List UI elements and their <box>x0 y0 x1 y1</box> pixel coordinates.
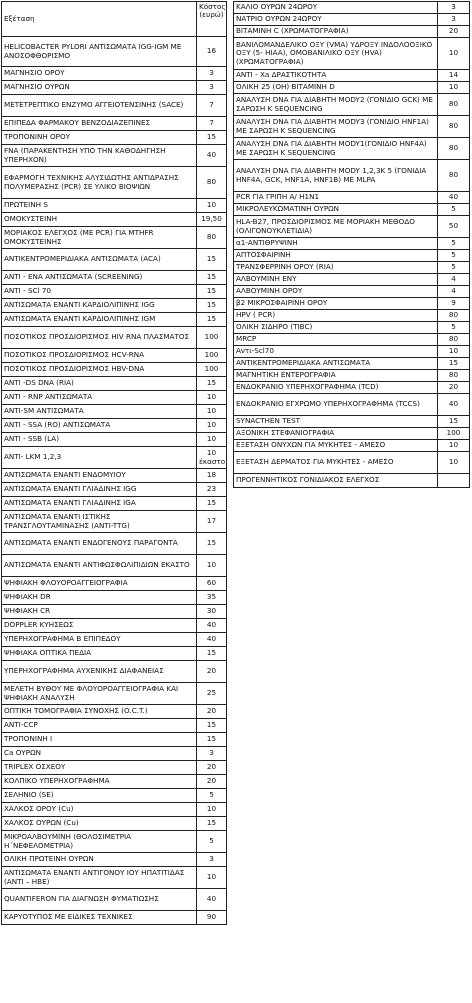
exam-cost-cell: 5 <box>438 238 470 250</box>
table-header-row <box>2 2 227 37</box>
exam-name-cell: ΚΑΛΙΟ ΟΥΡΩΝ 24ΩΡΟΥ <box>234 2 438 14</box>
table-row <box>2 249 227 271</box>
table-row <box>234 322 470 334</box>
table-row <box>234 94 470 116</box>
exam-cost-cell: 10 <box>438 346 470 358</box>
table-row <box>2 363 227 377</box>
table-row <box>2 889 227 911</box>
exam-name-cell: ΑΝΤΙΣΩΜΑΤΑ ΕΝΑΝΤΙ ΚΑΡΔΙΟΛΙΠΙΝΗΣ IGM <box>2 313 197 327</box>
table-row <box>234 416 470 428</box>
exam-cost-cell: 15 <box>197 647 227 661</box>
exam-cost-cell: 100 <box>197 363 227 377</box>
exam-cost-cell: 17 <box>197 511 227 533</box>
exam-cost-cell: 15 <box>438 358 470 370</box>
exam-cost-cell: 40 <box>197 145 227 167</box>
table-row <box>234 358 470 370</box>
exam-name-cell: ANTI- LKM 1,2,3 <box>2 447 197 469</box>
table-row <box>234 192 470 204</box>
exam-name-cell: ΕΞΕΤΑΣΗ ΔΕΡΜΑΤΟΣ ΓΙΑ ΜΥΚΗΤΕΣ - ΑΜΕΣΟ <box>234 452 438 474</box>
exam-cost-cell: 10 έκαστο <box>197 447 227 469</box>
table-row <box>2 299 227 313</box>
exam-cost-cell: 15 <box>197 377 227 391</box>
exam-cost-cell: 20 <box>197 775 227 789</box>
exam-name-cell: ΤΡΟΠΟΝΙΝΗ ΟΡΟΥ <box>2 131 197 145</box>
table-row <box>2 775 227 789</box>
exam-cost-cell: 4 <box>438 286 470 298</box>
table-row <box>2 349 227 363</box>
exam-cost-cell <box>438 474 470 488</box>
exam-cost-cell: 3 <box>197 81 227 95</box>
table-row <box>2 789 227 803</box>
exam-cost-cell: 40 <box>438 192 470 204</box>
table-row <box>2 555 227 577</box>
exam-cost-cell: 10 <box>197 867 227 889</box>
exam-cost-cell: 3 <box>197 747 227 761</box>
exam-name-cell: ANTI - SSB (LA) <box>2 433 197 447</box>
right-price-table <box>233 1 470 488</box>
exam-cost-cell: 9 <box>438 298 470 310</box>
table-row <box>2 469 227 483</box>
table-row <box>2 605 227 619</box>
table-row <box>2 377 227 391</box>
exam-name-cell: FNA (ΠΑΡΑΚΕΝΤΗΣΗ ΥΠΟ ΤΗΝ ΚΑΘΟΔΗΓΗΣΗ ΥΠΕΡΗΧΟΝ) <box>2 145 197 167</box>
exam-name-cell: QUANTIFERON ΓΙΑ ΔΙΑΓΝΩΣΗ ΦΥΜΑΤΙΩΣΗΣ <box>2 889 197 911</box>
table-row <box>2 145 227 167</box>
exam-cost-cell: 80 <box>438 334 470 346</box>
table-row <box>234 70 470 82</box>
table-row <box>234 452 470 474</box>
exam-cost-cell: 90 <box>197 911 227 925</box>
exam-cost-cell: 15 <box>197 131 227 145</box>
exam-name-cell: α1-ΑΝΤΙΘΡΥΨΙΝΗ <box>234 238 438 250</box>
table-row <box>2 271 227 285</box>
exam-name-cell: ΜΕΤΕΤΡΕΠΤΙΚΟ ΕΝΖΥΜΟ ΑΓΓΕΙΟΤΕΝΣΙΝΗΣ (SACE) <box>2 95 197 117</box>
exam-cost-cell: 3 <box>438 14 470 26</box>
exam-name-cell: ANTI-CCP <box>2 719 197 733</box>
table-row <box>2 683 227 705</box>
exam-cost-cell: 15 <box>197 285 227 299</box>
exam-name-cell: MRCP <box>234 334 438 346</box>
exam-cost-cell: 3 <box>438 2 470 14</box>
exam-column-header: Εξέταση <box>2 2 197 37</box>
exam-cost-cell: 80 <box>438 160 470 192</box>
table-row <box>2 817 227 831</box>
exam-name-cell: ΠΟΣΟΤΙΚΟΣ ΠΡΟΣΔΙΟΡΙΣΜΟΣ HBV-DNA <box>2 363 197 377</box>
exam-name-cell: ΟΠΤΙΚΗ ΤΟΜΟΓΡΑΦΙΑ ΣΥΝΟΧΗΣ (O.C.T.) <box>2 705 197 719</box>
exam-cost-cell: 19,50 <box>197 213 227 227</box>
table-row <box>234 26 470 38</box>
exam-name-cell: ΟΛΙΚΗ ΣΙΔΗΡΟ (TIBC) <box>234 322 438 334</box>
exam-name-cell: ΚΟΛΠΙΚΟ ΥΠΕΡΗΧΟΓΡΑΦΗΜΑ <box>2 775 197 789</box>
table-row <box>2 911 227 925</box>
exam-name-cell: ANTI - SSA (RO) ΑΝΤΙΣΩΜΑΤΑ <box>2 419 197 433</box>
exam-name-cell: ΒΑΝΙΛΟΜΑΝΔΕΛΙΚΟ ΟΞΥ (VMA) ΥΔΡΟΞΥ ΙΝΔΟΛΟΟΞΙΚΟ ΟΞΥ (5- HIAA), ΟΜΟΒΑΝΙΛΙΚΟ ΟΞΥ (HVA) (ΧΡΩΜΑΤΟΓΡΑΦΙΑ) <box>234 38 438 70</box>
exam-name-cell: ΟΛΙΚΗ 25 (OH) ΒΙΤΑΜΙΝΗ D <box>234 82 438 94</box>
exam-name-cell: HLA-B27, ΠΡΟΣΔΙΟΡΙΣΜΟΣ ΜΕ ΜΟΡΙΑΚΗ ΜΕΘΟΔΟ (ΟΛΙΓΟΝΟΥΚΛΕΤΙΔΙΑ) <box>234 216 438 238</box>
exam-cost-cell: 10 <box>197 405 227 419</box>
right-table-body <box>234 2 470 488</box>
exam-name-cell: ANTI - Xa ΔΡΑΣΤΙΚΟΤΗΤΑ <box>234 70 438 82</box>
exam-name-cell: Ca ΟΥΡΩΝ <box>2 747 197 761</box>
exam-name-cell: Αντι-Scl70 <box>234 346 438 358</box>
table-row <box>2 633 227 647</box>
exam-cost-cell: 10 <box>197 199 227 213</box>
exam-cost-cell: 10 <box>438 82 470 94</box>
table-row <box>234 216 470 238</box>
table-row <box>234 238 470 250</box>
table-row <box>2 705 227 719</box>
exam-name-cell: ANTI -DS DNA (RIA) <box>2 377 197 391</box>
table-row <box>2 747 227 761</box>
exam-cost-cell: 20 <box>197 761 227 775</box>
table-row <box>234 274 470 286</box>
table-row <box>2 117 227 131</box>
exam-cost-cell: 7 <box>197 117 227 131</box>
table-row <box>2 533 227 555</box>
exam-cost-cell: 5 <box>438 250 470 262</box>
table-row <box>234 440 470 452</box>
table-row <box>234 38 470 70</box>
table-row <box>2 419 227 433</box>
table-row <box>234 298 470 310</box>
exam-name-cell: ANTI - ΕΝΑ ΑΝΤΙΣΩΜΑΤΑ (SCREENING) <box>2 271 197 285</box>
exam-cost-cell: 5 <box>438 322 470 334</box>
table-row <box>234 262 470 274</box>
exam-name-cell: ΨΗΦΙΑΚΗ DR <box>2 591 197 605</box>
table-row <box>2 577 227 591</box>
exam-name-cell: ΟΛΙΚΗ ΠΡΩΤΕΙΝΗ ΟΥΡΩΝ <box>2 853 197 867</box>
table-row <box>2 131 227 145</box>
exam-name-cell: HELICOBACTER PYLORI ΑΝΤΙΣΩΜΑΤΑ IGG-IGM ΜΕ ΑΝΟΣΟΦΘΟΡΙΣΜΟ <box>2 37 197 67</box>
table-row <box>2 95 227 117</box>
exam-cost-cell: 80 <box>197 167 227 199</box>
exam-cost-cell: 80 <box>438 138 470 160</box>
exam-name-cell: ΠΟΣΟΤΙΚΟΣ ΠΡΟΣΔΙΟΡΙΣΜΟΣ HIV RNA ΠΛΑΣΜΑΤΟΣ <box>2 327 197 349</box>
table-row <box>234 160 470 192</box>
exam-cost-cell: 20 <box>438 382 470 394</box>
exam-cost-cell: 80 <box>438 94 470 116</box>
exam-name-cell: ΧΑΛΚΟΣ ΟΥΡΩΝ (Cu) <box>2 817 197 831</box>
exam-name-cell: ΑΝΤΙΣΩΜΑΤΑ ΕΝΑΝΤΙ ΙΣΤΙΚΗΣ ΤΡΑΝΣΓΛΟΥΤΑΜΙΝΑΣΗΣ (ANTI-TTG) <box>2 511 197 533</box>
table-row <box>234 310 470 322</box>
exam-cost-cell: 5 <box>197 831 227 853</box>
table-row <box>2 497 227 511</box>
table-row <box>234 138 470 160</box>
exam-cost-cell: 7 <box>197 95 227 117</box>
table-row <box>2 213 227 227</box>
exam-cost-cell: 18 <box>197 469 227 483</box>
exam-name-cell: ΠΡΟΓΕΝΝΗΤΙΚΟΣ ΓΟΝΙΔΙΑΚΟΣ ΕΛΕΓΧΟΣ <box>234 474 438 488</box>
exam-cost-cell: 5 <box>438 204 470 216</box>
exam-cost-cell: 35 <box>197 591 227 605</box>
exam-name-cell: PCR ΓΙΑ ΓΡΙΠΗ Α/ H1N1 <box>234 192 438 204</box>
table-row <box>2 867 227 889</box>
exam-cost-cell: 50 <box>438 216 470 238</box>
exam-name-cell: ΜΙΚΡΟΛΕΥΚΩΜΑΤΙΝΗ ΟΥΡΩΝ <box>234 204 438 216</box>
exam-name-cell: ΥΠΕΡΗΧΟΓΡΑΦΗΜΑ ΑΥΧΕΝΙΚΗΣ ΔΙΑΦΑΝΕΙΑΣ <box>2 661 197 683</box>
exam-name-cell: ΑΝΑΛΥΣΗ DNA ΓΙΑ ΔΙΑΒΗΤΗ MODY1(ΓΟΝΙΔΙΟ HNF4A) ΜΕ ΣΑΡΩΣΗ Κ SEQUENCING <box>234 138 438 160</box>
table-row <box>2 719 227 733</box>
exam-cost-cell: 15 <box>438 416 470 428</box>
table-row <box>2 647 227 661</box>
exam-name-cell: DOPPLER ΚΥΗΣΕΩΣ <box>2 619 197 633</box>
exam-cost-cell: 15 <box>197 817 227 831</box>
exam-name-cell: ΠΟΣΟΤΙΚΟΣ ΠΡΟΣΔΙΟΡΙΣΜΟΣ HCV-RNA <box>2 349 197 363</box>
exam-cost-cell: 20 <box>197 705 227 719</box>
exam-cost-cell: 15 <box>197 719 227 733</box>
exam-name-cell: ΕΦΑΡΜΟΓΗ ΤΕΧΝΙΚΗΣ ΑΛΥΣΙΔΩΤΗΣ ΑΝΤΙΔΡΑΣΗΣ ΠΟΛΥΜΕΡΑΣΗΣ (PCR) ΣΕ ΥΛΙΚΟ ΒΙΟΨΙΩΝ <box>2 167 197 199</box>
exam-cost-cell: 40 <box>197 889 227 911</box>
exam-cost-cell: 10 <box>197 433 227 447</box>
exam-name-cell: ΑΝΤΙΚΕΝΤΡΟΜΕΡΙΔΙΑΚΑ ΑΝΤΙΣΩΜΑΤΑ <box>234 358 438 370</box>
exam-cost-cell: 25 <box>197 683 227 705</box>
exam-cost-cell: 80 <box>438 310 470 322</box>
exam-cost-cell: 80 <box>438 370 470 382</box>
table-row <box>2 483 227 497</box>
exam-name-cell: ΜΑΓΝΗΣΙΟ ΟΥΡΩΝ <box>2 81 197 95</box>
exam-cost-cell: 15 <box>197 249 227 271</box>
exam-name-cell: ΑΝΤΙΣΩΜΑΤΑ ΕΝΑΝΤΙ ΕΝΔΟΓΕΝΟΥΣ ΠΑΡΑΓΟΝΤΑ <box>2 533 197 555</box>
exam-name-cell: ΥΠΕΡΗΧΟΓΡΑΦΗΜΑ Β ΕΠΙΠΕΔΟΥ <box>2 633 197 647</box>
exam-cost-cell: 20 <box>438 26 470 38</box>
table-row <box>2 405 227 419</box>
table-row <box>234 474 470 488</box>
exam-name-cell: ΣΕΛΗΝΙΟ (SE) <box>2 789 197 803</box>
exam-cost-cell: 10 <box>197 555 227 577</box>
exam-name-cell: ΑΝΤΙΣΩΜΑΤΑ ΕΝΑΝΤΙ ΕΝΔΟΜΥΙΟΥ <box>2 469 197 483</box>
exam-cost-cell: 40 <box>197 633 227 647</box>
exam-name-cell: ΕΞΕΤΑΣΗ ΟΝΥΧΩΝ ΓΙΑ ΜΥΚΗΤΕΣ - ΑΜΕΣΟ <box>234 440 438 452</box>
table-row <box>2 199 227 213</box>
exam-cost-cell: 60 <box>197 577 227 591</box>
exam-name-cell: β2 ΜΙΚΡΟΣΦΑΙΡΙΝΗ ΟΡΟΥ <box>234 298 438 310</box>
exam-cost-cell: 100 <box>197 349 227 363</box>
exam-name-cell: ANTI - RNP ΑΝΤΙΣΩΜΑΤΑ <box>2 391 197 405</box>
exam-name-cell: ΑΝΤΙΚΕΝΤΡΟΜΕΡΙΔΙΑΚΑ ΑΝΤΙΣΩΜΑΤΑ (ACA) <box>2 249 197 271</box>
exam-name-cell: ΑΠΤΟΣΦΑΙΡΙΝΗ <box>234 250 438 262</box>
table-row <box>2 391 227 405</box>
exam-cost-cell: 40 <box>438 394 470 416</box>
exam-cost-cell: 5 <box>197 789 227 803</box>
table-row <box>2 761 227 775</box>
exam-name-cell: ΑΝΤΙΣΩΜΑΤΑ ΕΝΑΝΤΙ ΚΑΡΔΙΟΛΙΠΙΝΗΣ IGG <box>2 299 197 313</box>
exam-cost-cell: 10 <box>197 391 227 405</box>
exam-cost-cell: 23 <box>197 483 227 497</box>
table-row <box>234 204 470 216</box>
table-row <box>2 733 227 747</box>
table-row <box>234 394 470 416</box>
exam-name-cell: ΜΕΛΕΤΗ ΒΥΘΟΥ ΜΕ ΦΛΟΥΟΡΟΑΓΓΕΙΟΓΡΑΦΙΑ ΚΑΙ ΨΗΦΙΑΚΗ ΑΝΑΛΥΣΗ <box>2 683 197 705</box>
table-row <box>234 2 470 14</box>
exam-cost-cell: 30 <box>197 605 227 619</box>
exam-name-cell: ΜΟΡΙΑΚΟΣ ΕΛΕΓΧΟΣ (ΜΕ PCR) ΓΙΑ MTHFR ΟΜΟΚΥΣΤΕΙΝΗΣ <box>2 227 197 249</box>
exam-name-cell: HPV ( PCR) <box>234 310 438 322</box>
exam-name-cell: ΑΞΟΝΙΚΗ ΣΤΕΦΑΝΙΟΓΡΑΦΙΑ <box>234 428 438 440</box>
exam-cost-cell: 15 <box>197 299 227 313</box>
table-row <box>2 831 227 853</box>
table-row <box>2 661 227 683</box>
exam-name-cell: ΑΝΤΙΣΩΜΑΤΑ ΕΝΑΝΤΙ ΓΛΙΑΔΙΝΗΣ IGA <box>2 497 197 511</box>
table-row <box>2 167 227 199</box>
exam-cost-cell: 3 <box>197 67 227 81</box>
table-row <box>2 81 227 95</box>
exam-name-cell: ΕΠΙΠΕΔΑ ΦΑΡΜΑΚΟΥ ΒΕΝΖΟΔΙΑΖΕΠΙΝΕΣ <box>2 117 197 131</box>
table-row <box>2 285 227 299</box>
exam-name-cell: TRIPLEX ΟΣΧΕΟΥ <box>2 761 197 775</box>
exam-name-cell: ΚΑΡΥΟΤΥΠΟΣ ΜΕ ΕΙΔΙΚΕΣ ΤΕΧΝΙΚΕΣ <box>2 911 197 925</box>
exam-name-cell: ΤΡΑΝΣΦΕΡΡΙΝΗ ΟΡΟΥ (RIA) <box>234 262 438 274</box>
exam-name-cell: ΜΑΓΝΗΤΙΚΗ ΕΝΤΕΡΟΓΡΑΦΙΑ <box>234 370 438 382</box>
exam-cost-cell: 16 <box>197 37 227 67</box>
table-row <box>2 327 227 349</box>
exam-cost-cell: 15 <box>197 313 227 327</box>
table-row <box>2 433 227 447</box>
table-row <box>234 370 470 382</box>
exam-cost-cell: 15 <box>197 497 227 511</box>
table-row <box>2 591 227 605</box>
table-row <box>2 511 227 533</box>
exam-cost-cell: 40 <box>197 619 227 633</box>
exam-cost-cell: 15 <box>197 271 227 285</box>
exam-name-cell: ΑΛΒΟΥΜΙΝΗ ΕΝΥ <box>234 274 438 286</box>
table-row <box>2 447 227 469</box>
table-row <box>234 14 470 26</box>
exam-name-cell: ΨΗΦΙΑΚΗ CR <box>2 605 197 619</box>
exam-name-cell: ΑΝΤΙΣΩΜΑΤΑ ΕΝΑΝΤΙ ΑΝΤΙΦΩΣΦΩΛΙΠΙΔΙΩΝ ΕΚΑΣΤΟ <box>2 555 197 577</box>
exam-name-cell: ΨΗΦΙΑΚΑ ΟΠΤΙΚΑ ΠΕΔΙΑ <box>2 647 197 661</box>
exam-cost-cell: 10 <box>438 452 470 474</box>
exam-cost-cell: 100 <box>438 428 470 440</box>
exam-cost-cell: 15 <box>197 733 227 747</box>
exam-name-cell: ANTI-SM ΑΝΤΙΣΩΜΑΤΑ <box>2 405 197 419</box>
exam-name-cell: ΑΝΑΛΥΣΗ DNA ΓΙΑ ΔΙΑΒΗΤΗ MODY3 (ΓΟΝΙΔΙΟ HNF1A) ΜΕ ΣΑΡΩΣΗ Κ SEQUENCING <box>234 116 438 138</box>
exam-name-cell: ΑΝΤΙΣΩΜΑΤΑ ΕΝΑΝΤΙ ΑΝΤΙΓΟΝΟΥ ΙΟΥ ΗΠΑΤΙΤΙΔΑΣ (ANTI – HBE) <box>2 867 197 889</box>
exam-cost-cell: 10 <box>438 440 470 452</box>
exam-name-cell: ΒΙΤΑΜΙΝΗ C (ΧΡΩΜΑΤΟΓΡΑΦΙΑ) <box>234 26 438 38</box>
table-row <box>2 67 227 81</box>
exam-name-cell: ΨΗΦΙΑΚΗ ΦΛΟΥΟΡΟΑΓΓΕΙΟΓΡΑΦΙΑ <box>2 577 197 591</box>
exam-name-cell: ΕΝΔΟΚΡΑΝΙΟ ΕΓΧΡΩΜΟ ΥΠΕΡΗΧΟΓΡΑΦΗΜΑ (TCCS) <box>234 394 438 416</box>
table-row <box>234 334 470 346</box>
table-row <box>2 619 227 633</box>
exam-name-cell: ΝΑΤΡΙΟ ΟΥΡΩΝ 24ΩΡΟΥ <box>234 14 438 26</box>
table-row <box>234 82 470 94</box>
table-row <box>234 382 470 394</box>
table-row <box>2 803 227 817</box>
exam-cost-cell: 3 <box>197 853 227 867</box>
exam-cost-cell: 14 <box>438 70 470 82</box>
exam-cost-cell: 20 <box>197 661 227 683</box>
exam-cost-cell: 10 <box>197 803 227 817</box>
table-row <box>234 346 470 358</box>
exam-name-cell: SYNACTHEN TEST <box>234 416 438 428</box>
exam-name-cell: ΜΑΓΝΗΣΙΟ ΟΡΟΥ <box>2 67 197 81</box>
exam-cost-cell: 80 <box>197 227 227 249</box>
exam-cost-cell: 100 <box>197 327 227 349</box>
exam-cost-cell: 15 <box>197 533 227 555</box>
left-price-table <box>1 1 227 925</box>
exam-name-cell: ΕΝΔΟΚΡΑΝΙΟ ΥΠΕΡΗΧΟΓΡΑΦΗΜΑ (TCD) <box>234 382 438 394</box>
table-row <box>234 116 470 138</box>
exam-name-cell: ΑΛΒΟΥΜΙΝΗ ΟΡΟΥ <box>234 286 438 298</box>
exam-name-cell: ΠΡΩΤΕΙΝΗ S <box>2 199 197 213</box>
exam-name-cell: ΑΝΑΛΥΣΗ DNA ΓΙΑ ΔΙΑΒΗΤΗ MODY2 (ΓΟΝΙΔΙΟ GCK) ΜΕ ΣΑΡΩΣΗ Κ SEQUENCING <box>234 94 438 116</box>
left-table-body <box>2 37 227 925</box>
exam-name-cell: ΑΝΑΛΥΣΗ DNA ΓΙΑ ΔΙΑΒΗΤΗ MODY 1,2,3Κ 5 (ΓΟΝΙΔΙΑ HNF4A, GCK, HNF1A, HNF1B) ΜΕ MLPA <box>234 160 438 192</box>
table-row <box>2 853 227 867</box>
exam-name-cell: ΟΜΟΚΥΣΤΕΙΝΗ <box>2 213 197 227</box>
exam-cost-cell: 10 <box>438 38 470 70</box>
table-row <box>234 286 470 298</box>
exam-name-cell: ΧΑΛΚΟΣ ΟΡΟΥ (Cu) <box>2 803 197 817</box>
cost-column-header: Κόστος (ευρώ) <box>197 2 227 37</box>
table-row <box>2 37 227 67</box>
table-row <box>2 227 227 249</box>
exam-name-cell: ANTI - SCl 70 <box>2 285 197 299</box>
exam-cost-cell: 10 <box>197 419 227 433</box>
exam-name-cell: ΤΡΟΠΟΝΙΝΗ I <box>2 733 197 747</box>
exam-cost-cell: 5 <box>438 262 470 274</box>
table-row <box>2 313 227 327</box>
exam-cost-cell: 4 <box>438 274 470 286</box>
exam-name-cell: ΑΝΤΙΣΩΜΑΤΑ ΕΝΑΝΤΙ ΓΛΙΑΔΙΝΗΣ IGG <box>2 483 197 497</box>
exam-name-cell: ΜΙΚΡΟΑΛΒΟΥΜΙΝΗ (ΘΟΛΟΣΙΜΕΤΡΙΑ Η΄ΝΕΦΕΛΟΜΕΤΡΙΑ) <box>2 831 197 853</box>
table-row <box>234 250 470 262</box>
exam-cost-cell: 80 <box>438 116 470 138</box>
table-row <box>234 428 470 440</box>
